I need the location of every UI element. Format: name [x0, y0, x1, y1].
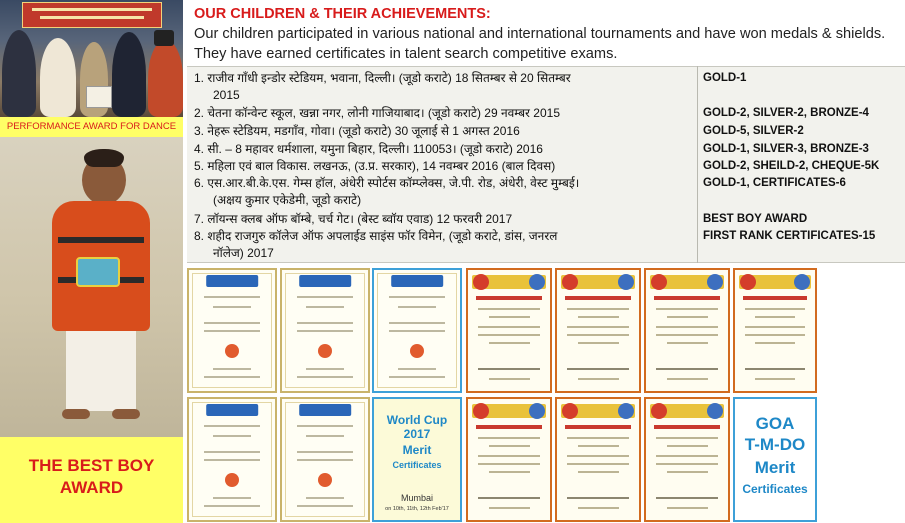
world-cup-line: Certificates — [392, 460, 442, 470]
guest-figure — [112, 32, 146, 117]
achievement-event: 5. महिला एवं बाल विकास. लखनऊ, (उ.प्र. सरकार), 14 नवम्बर 2016 (बाल दिवस) — [194, 159, 556, 173]
achievement-event: 1. राजीव गाँधी इन्डोर स्टेडियम, भवाना, दिल्ली। (जूडो कराटे) 18 सितम्बर से 20 सितम्बर — [194, 71, 571, 85]
award-title-line: THE BEST BOY — [28, 456, 155, 475]
tmdo-certificate — [555, 268, 641, 393]
achievement-event: 6. एस.आर.बी.के.एस. गेम्स हॉल, अंधेरी स्पोर्टस कॉम्प्लेक्स, जे.पी. रोड, अंधेरी, वेस्ट मुम्बई। — [194, 176, 580, 190]
guest-figure — [148, 40, 183, 117]
world-cup-dates: on 10th, 11th, 12th Feb'17 — [385, 506, 449, 512]
camera-icon — [154, 30, 174, 46]
tmdo-certificate — [644, 397, 730, 522]
goa-line: Certificates — [742, 482, 808, 496]
tmdo-certificate — [466, 268, 552, 393]
achievement-event-cont: (अक्षय कुमार एकेडेमी, जूडो कराटे) — [213, 193, 362, 207]
kudo-certificate — [187, 268, 277, 393]
medal-certificate — [76, 257, 120, 287]
guest-figure — [40, 38, 76, 117]
child-trousers — [66, 331, 136, 411]
world-cup-line: Merit — [402, 443, 432, 457]
award-subtitle-line: AWARD — [59, 478, 124, 497]
achievement-result: GOLD-1, CERTIFICATES-6 — [703, 177, 846, 189]
guest-figure — [2, 30, 36, 117]
award-ceremony-photo — [0, 0, 183, 117]
table-divider — [697, 66, 698, 263]
achievement-event: 4. सी. – 8 महावर धर्मशाला, यमुना बिहार, दिल्ली। 110053। (जूडो कराटे) 2016 — [194, 142, 543, 156]
achievement-event: 3. नेहरू स्टेडियम, मडगाँव, गोवा। (जूडो कराटे) 30 जूलाई से 1 अगस्त 2016 — [194, 124, 520, 138]
kudo-certificate — [280, 397, 370, 522]
achievement-result: GOLD-2, SILVER-2, BRONZE-4 — [703, 107, 869, 119]
best-boy-photo — [0, 137, 183, 437]
world-cup-city: Mumbai — [400, 493, 433, 503]
goa-line: T-M-DO — [744, 435, 806, 454]
achievement-event: 7. लॉयन्स क्लब ऑफ बॉम्बे, चर्च गेट। (बेस्ट ब्वॉय एवाड) 12 फरवरी 2017 — [194, 212, 513, 226]
achievement-event-cont: नॉलेज) 2017 — [213, 246, 274, 260]
kudo-certificate — [280, 268, 370, 393]
achievement-result: GOLD-1 — [703, 72, 747, 84]
achievement-result: GOLD-5, SILVER-2 — [703, 125, 804, 137]
best-boy-award-title — [0, 455, 183, 499]
tmdo-certificate — [733, 268, 817, 393]
kudo-certificate — [187, 397, 277, 522]
event-banner — [22, 2, 162, 28]
achievement-event: 8. शहीद राजगुरु कॉलेज ऑफ अपलाईड साइंस फॉर विमेन, (जूडो कराटे, डांस, जनरल — [194, 229, 558, 243]
achievement-result: BEST BOY AWARD — [703, 213, 808, 225]
certificate-held — [86, 86, 112, 108]
tmdo-certificate — [466, 397, 552, 522]
achievement-event: 2. चेतना कॉन्वेन्ट स्कूल, खन्ना नगर, लोनी गाजियाबाद। (जूडो कराटे) 29 नवम्बर 2015 — [194, 106, 560, 120]
goa-line: Merit — [754, 458, 796, 477]
page-description: Our children participated in various national and international tournaments and have won medals & shields. They have earned certificates in talent search competitive exams. — [194, 26, 886, 62]
world-cup-line: 2017 — [403, 427, 431, 441]
tmdo-certificate — [555, 397, 641, 522]
achievement-result: GOLD-2, SHEILD-2, CHEQUE-5K — [703, 160, 880, 172]
achievement-event-cont: 2015 — [213, 88, 240, 102]
goa-line: GOA — [755, 414, 795, 433]
tmdo-certificate — [644, 268, 730, 393]
achievement-result: GOLD-1, SILVER-3, BRONZE-3 — [703, 143, 869, 155]
world-cup-line: World Cup — [386, 413, 448, 427]
photo-caption: PERFORMANCE AWARD FOR DANCE — [0, 117, 183, 137]
page-title: OUR CHILDREN & THEIR ACHIEVEMENTS: — [194, 6, 491, 22]
kudo-certificate — [372, 268, 462, 393]
achievement-result: FIRST RANK CERTIFICATES-15 — [703, 230, 876, 242]
